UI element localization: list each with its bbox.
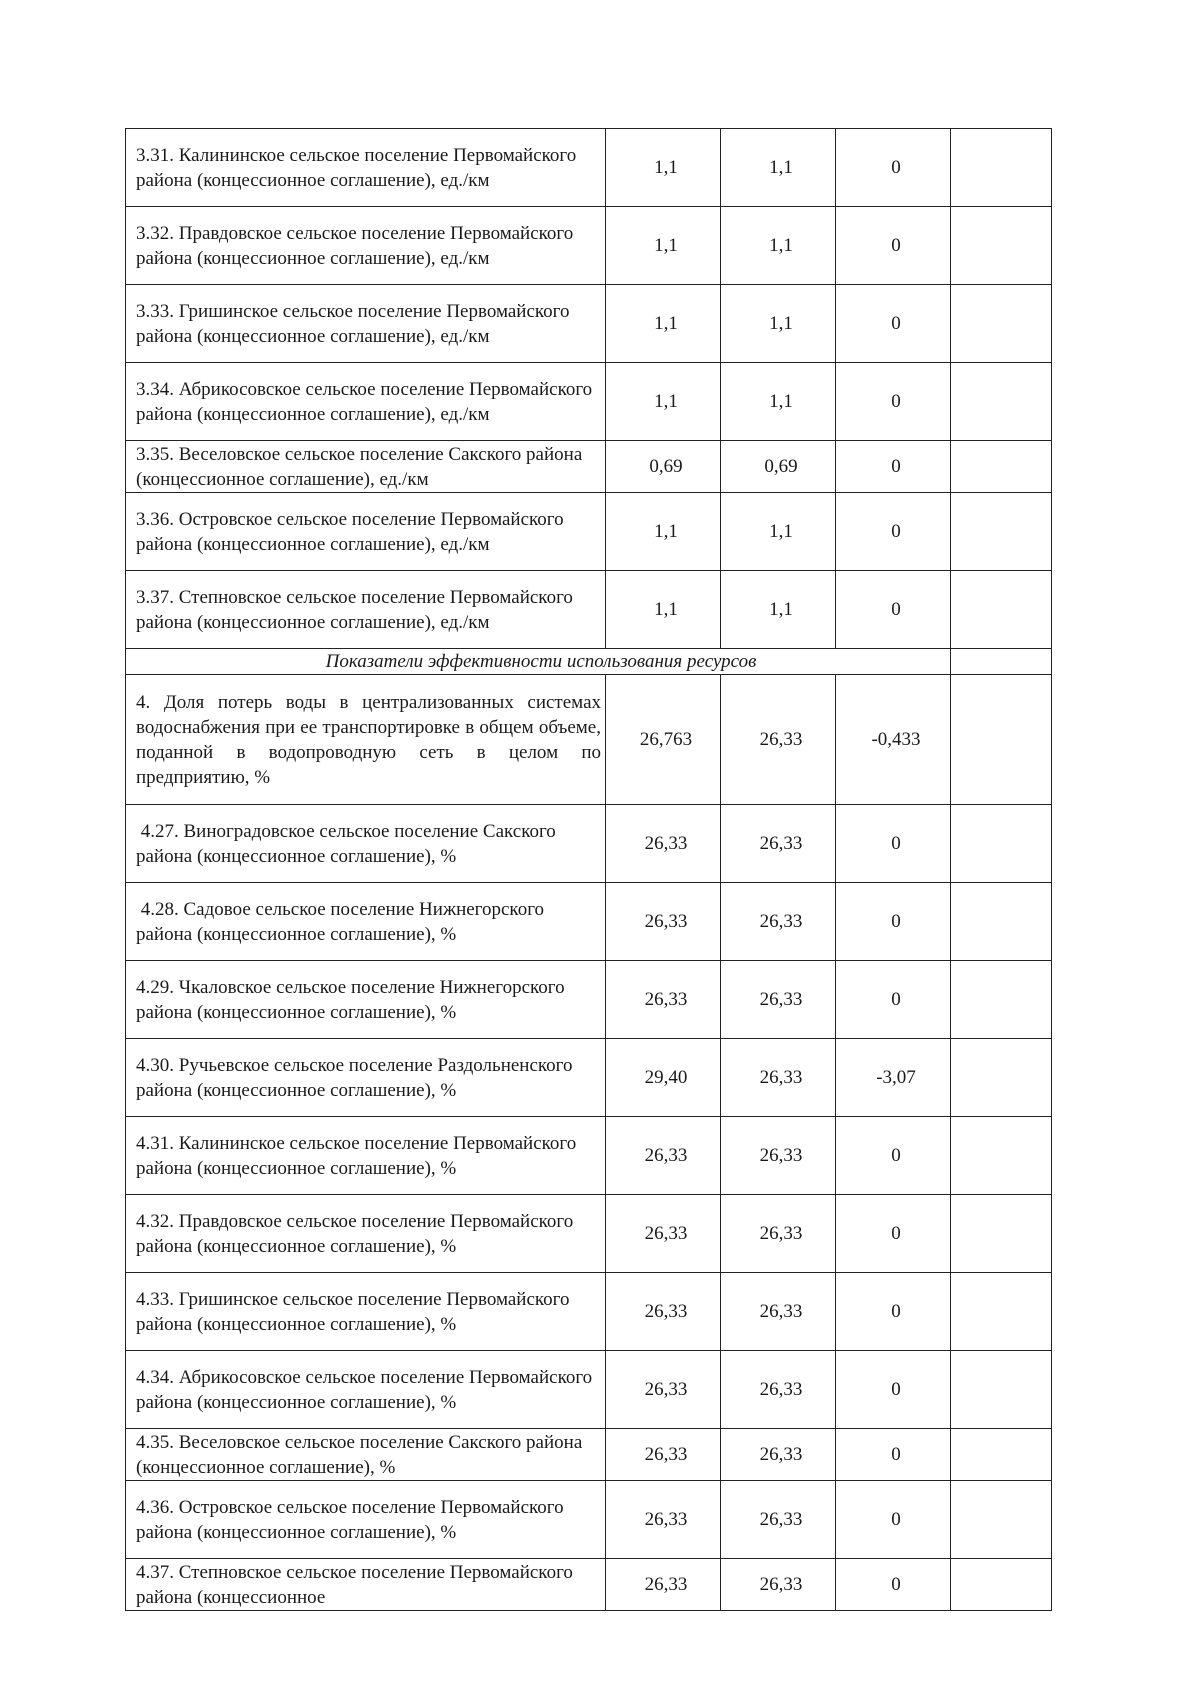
plan-value: 26,33 (721, 1195, 836, 1273)
table-row (126, 1481, 1052, 1559)
indicator-name: 4.37. Степновское сельское поселение Первомайского района (концессионное (126, 1559, 606, 1611)
note-cell (951, 493, 1052, 571)
table-row (126, 363, 1052, 441)
base-value: 1,1 (606, 363, 721, 441)
plan-value: 26,33 (721, 1481, 836, 1559)
note-cell (951, 649, 1052, 675)
indicator-name: 3.34. Абрикосовское сельское поселение Первомайского района (концессионное соглашение), ед./км (126, 363, 606, 441)
base-value: 26,33 (606, 1351, 721, 1429)
table-row (126, 1429, 1052, 1481)
base-value: 26,33 (606, 883, 721, 961)
deviation-value: 0 (836, 961, 951, 1039)
indicator-name: 4. Доля потерь воды в централизованных системах водоснабжения при ее транспортировке в общем объеме, поданной в водопроводную сеть в целом по предприятию, % (126, 675, 606, 805)
indicator-name: 3.31. Калининское сельское поселение Первомайского района (концессионное соглашение), ед./км (126, 129, 606, 207)
plan-value: 1,1 (721, 129, 836, 207)
base-value: 1,1 (606, 129, 721, 207)
table-row (126, 675, 1052, 805)
table-row (126, 493, 1052, 571)
plan-value: 1,1 (721, 285, 836, 363)
base-value: 26,33 (606, 1117, 721, 1195)
note-cell (951, 1195, 1052, 1273)
plan-value: 26,33 (721, 883, 836, 961)
indicator-name: 4.28. Садовое сельское поселение Нижнегорского района (концессионное соглашение), % (126, 883, 606, 961)
note-cell (951, 1559, 1052, 1611)
table-row (126, 129, 1052, 207)
deviation-value: 0 (836, 1117, 951, 1195)
table-row (126, 1195, 1052, 1273)
plan-value: 26,33 (721, 1429, 836, 1481)
table-row (126, 1273, 1052, 1351)
note-cell (951, 883, 1052, 961)
indicator-name: 4.33. Гришинское сельское поселение Первомайского района (концессионное соглашение), % (126, 1273, 606, 1351)
indicator-name: 4.36. Островское сельское поселение Первомайского района (концессионное соглашение), % (126, 1481, 606, 1559)
plan-value: 26,33 (721, 1117, 836, 1195)
deviation-value: 0 (836, 1481, 951, 1559)
deviation-value: 0 (836, 493, 951, 571)
indicator-name: 4.35. Веселовское сельское поселение Сакского района (концессионное соглашение), % (126, 1429, 606, 1481)
indicator-name: 4.34. Абрикосовское сельское поселение Первомайского района (концессионное соглашение), % (126, 1351, 606, 1429)
deviation-value: -0,433 (836, 675, 951, 805)
indicator-name: 4.30. Ручьевское сельское поселение Раздольненского района (концессионное соглашение), % (126, 1039, 606, 1117)
plan-value: 1,1 (721, 363, 836, 441)
deviation-value: 0 (836, 1351, 951, 1429)
note-cell (951, 285, 1052, 363)
plan-value: 1,1 (721, 207, 836, 285)
table-row (126, 883, 1052, 961)
note-cell (951, 1429, 1052, 1481)
indicator-name: 3.37. Степновское сельское поселение Первомайского района (концессионное соглашение), ед./км (126, 571, 606, 649)
base-value: 1,1 (606, 285, 721, 363)
base-value: 29,40 (606, 1039, 721, 1117)
note-cell (951, 1351, 1052, 1429)
indicator-name: 3.35. Веселовское сельское поселение Сакского района (концессионное соглашение), ед./км (126, 441, 606, 493)
plan-value: 26,33 (721, 675, 836, 805)
deviation-value: 0 (836, 571, 951, 649)
base-value: 0,69 (606, 441, 721, 493)
deviation-value: 0 (836, 883, 951, 961)
indicator-name: 4.29. Чкаловское сельское поселение Нижнегорского района (концессионное соглашение), % (126, 961, 606, 1039)
base-value: 26,33 (606, 805, 721, 883)
table-row (126, 1117, 1052, 1195)
deviation-value: 0 (836, 1429, 951, 1481)
note-cell (951, 1039, 1052, 1117)
note-cell (951, 571, 1052, 649)
section-title: Показатели эффективности использования ресурсов (126, 649, 951, 675)
table-row (126, 571, 1052, 649)
indicators-table (125, 128, 1052, 1611)
note-cell (951, 1117, 1052, 1195)
deviation-value: 0 (836, 207, 951, 285)
deviation-value: 0 (836, 805, 951, 883)
base-value: 26,33 (606, 1273, 721, 1351)
table-row (126, 285, 1052, 363)
deviation-value: 0 (836, 441, 951, 493)
plan-value: 26,33 (721, 1039, 836, 1117)
deviation-value: 0 (836, 1273, 951, 1351)
note-cell (951, 1273, 1052, 1351)
indicator-name: 3.32. Правдовское сельское поселение Первомайского района (концессионное соглашение), ед./км (126, 207, 606, 285)
table-row (126, 441, 1052, 493)
plan-value: 1,1 (721, 493, 836, 571)
base-value: 1,1 (606, 207, 721, 285)
table-row (126, 961, 1052, 1039)
deviation-value: 0 (836, 1195, 951, 1273)
section-header-row (126, 649, 1052, 675)
note-cell (951, 441, 1052, 493)
deviation-value: 0 (836, 285, 951, 363)
base-value: 26,33 (606, 1429, 721, 1481)
indicator-name: 3.36. Островское сельское поселение Первомайского района (концессионное соглашение), ед./км (126, 493, 606, 571)
plan-value: 1,1 (721, 571, 836, 649)
indicator-name: 3.33. Гришинское сельское поселение Первомайского района (концессионное соглашение), ед./км (126, 285, 606, 363)
base-value: 1,1 (606, 493, 721, 571)
indicator-name: 4.31. Калининское сельское поселение Первомайского района (концессионное соглашение), % (126, 1117, 606, 1195)
note-cell (951, 805, 1052, 883)
plan-value: 26,33 (721, 1273, 836, 1351)
base-value: 26,33 (606, 961, 721, 1039)
table-row (126, 207, 1052, 285)
plan-value: 26,33 (721, 961, 836, 1039)
plan-value: 0,69 (721, 441, 836, 493)
table-row (126, 1351, 1052, 1429)
deviation-value: 0 (836, 1559, 951, 1611)
base-value: 26,33 (606, 1481, 721, 1559)
deviation-value: 0 (836, 129, 951, 207)
note-cell (951, 207, 1052, 285)
base-value: 26,33 (606, 1559, 721, 1611)
base-value: 26,33 (606, 1195, 721, 1273)
base-value: 1,1 (606, 571, 721, 649)
note-cell (951, 961, 1052, 1039)
base-value: 26,763 (606, 675, 721, 805)
note-cell (951, 1481, 1052, 1559)
plan-value: 26,33 (721, 1559, 836, 1611)
deviation-value: -3,07 (836, 1039, 951, 1117)
deviation-value: 0 (836, 363, 951, 441)
note-cell (951, 363, 1052, 441)
plan-value: 26,33 (721, 805, 836, 883)
indicator-name: 4.32. Правдовское сельское поселение Первомайского района (концессионное соглашение), % (126, 1195, 606, 1273)
note-cell (951, 129, 1052, 207)
table-row (126, 805, 1052, 883)
note-cell (951, 675, 1052, 805)
plan-value: 26,33 (721, 1351, 836, 1429)
table-row (126, 1039, 1052, 1117)
table-row (126, 1559, 1052, 1611)
indicator-name: 4.27. Виноградовское сельское поселение Сакского района (концессионное соглашение), % (126, 805, 606, 883)
